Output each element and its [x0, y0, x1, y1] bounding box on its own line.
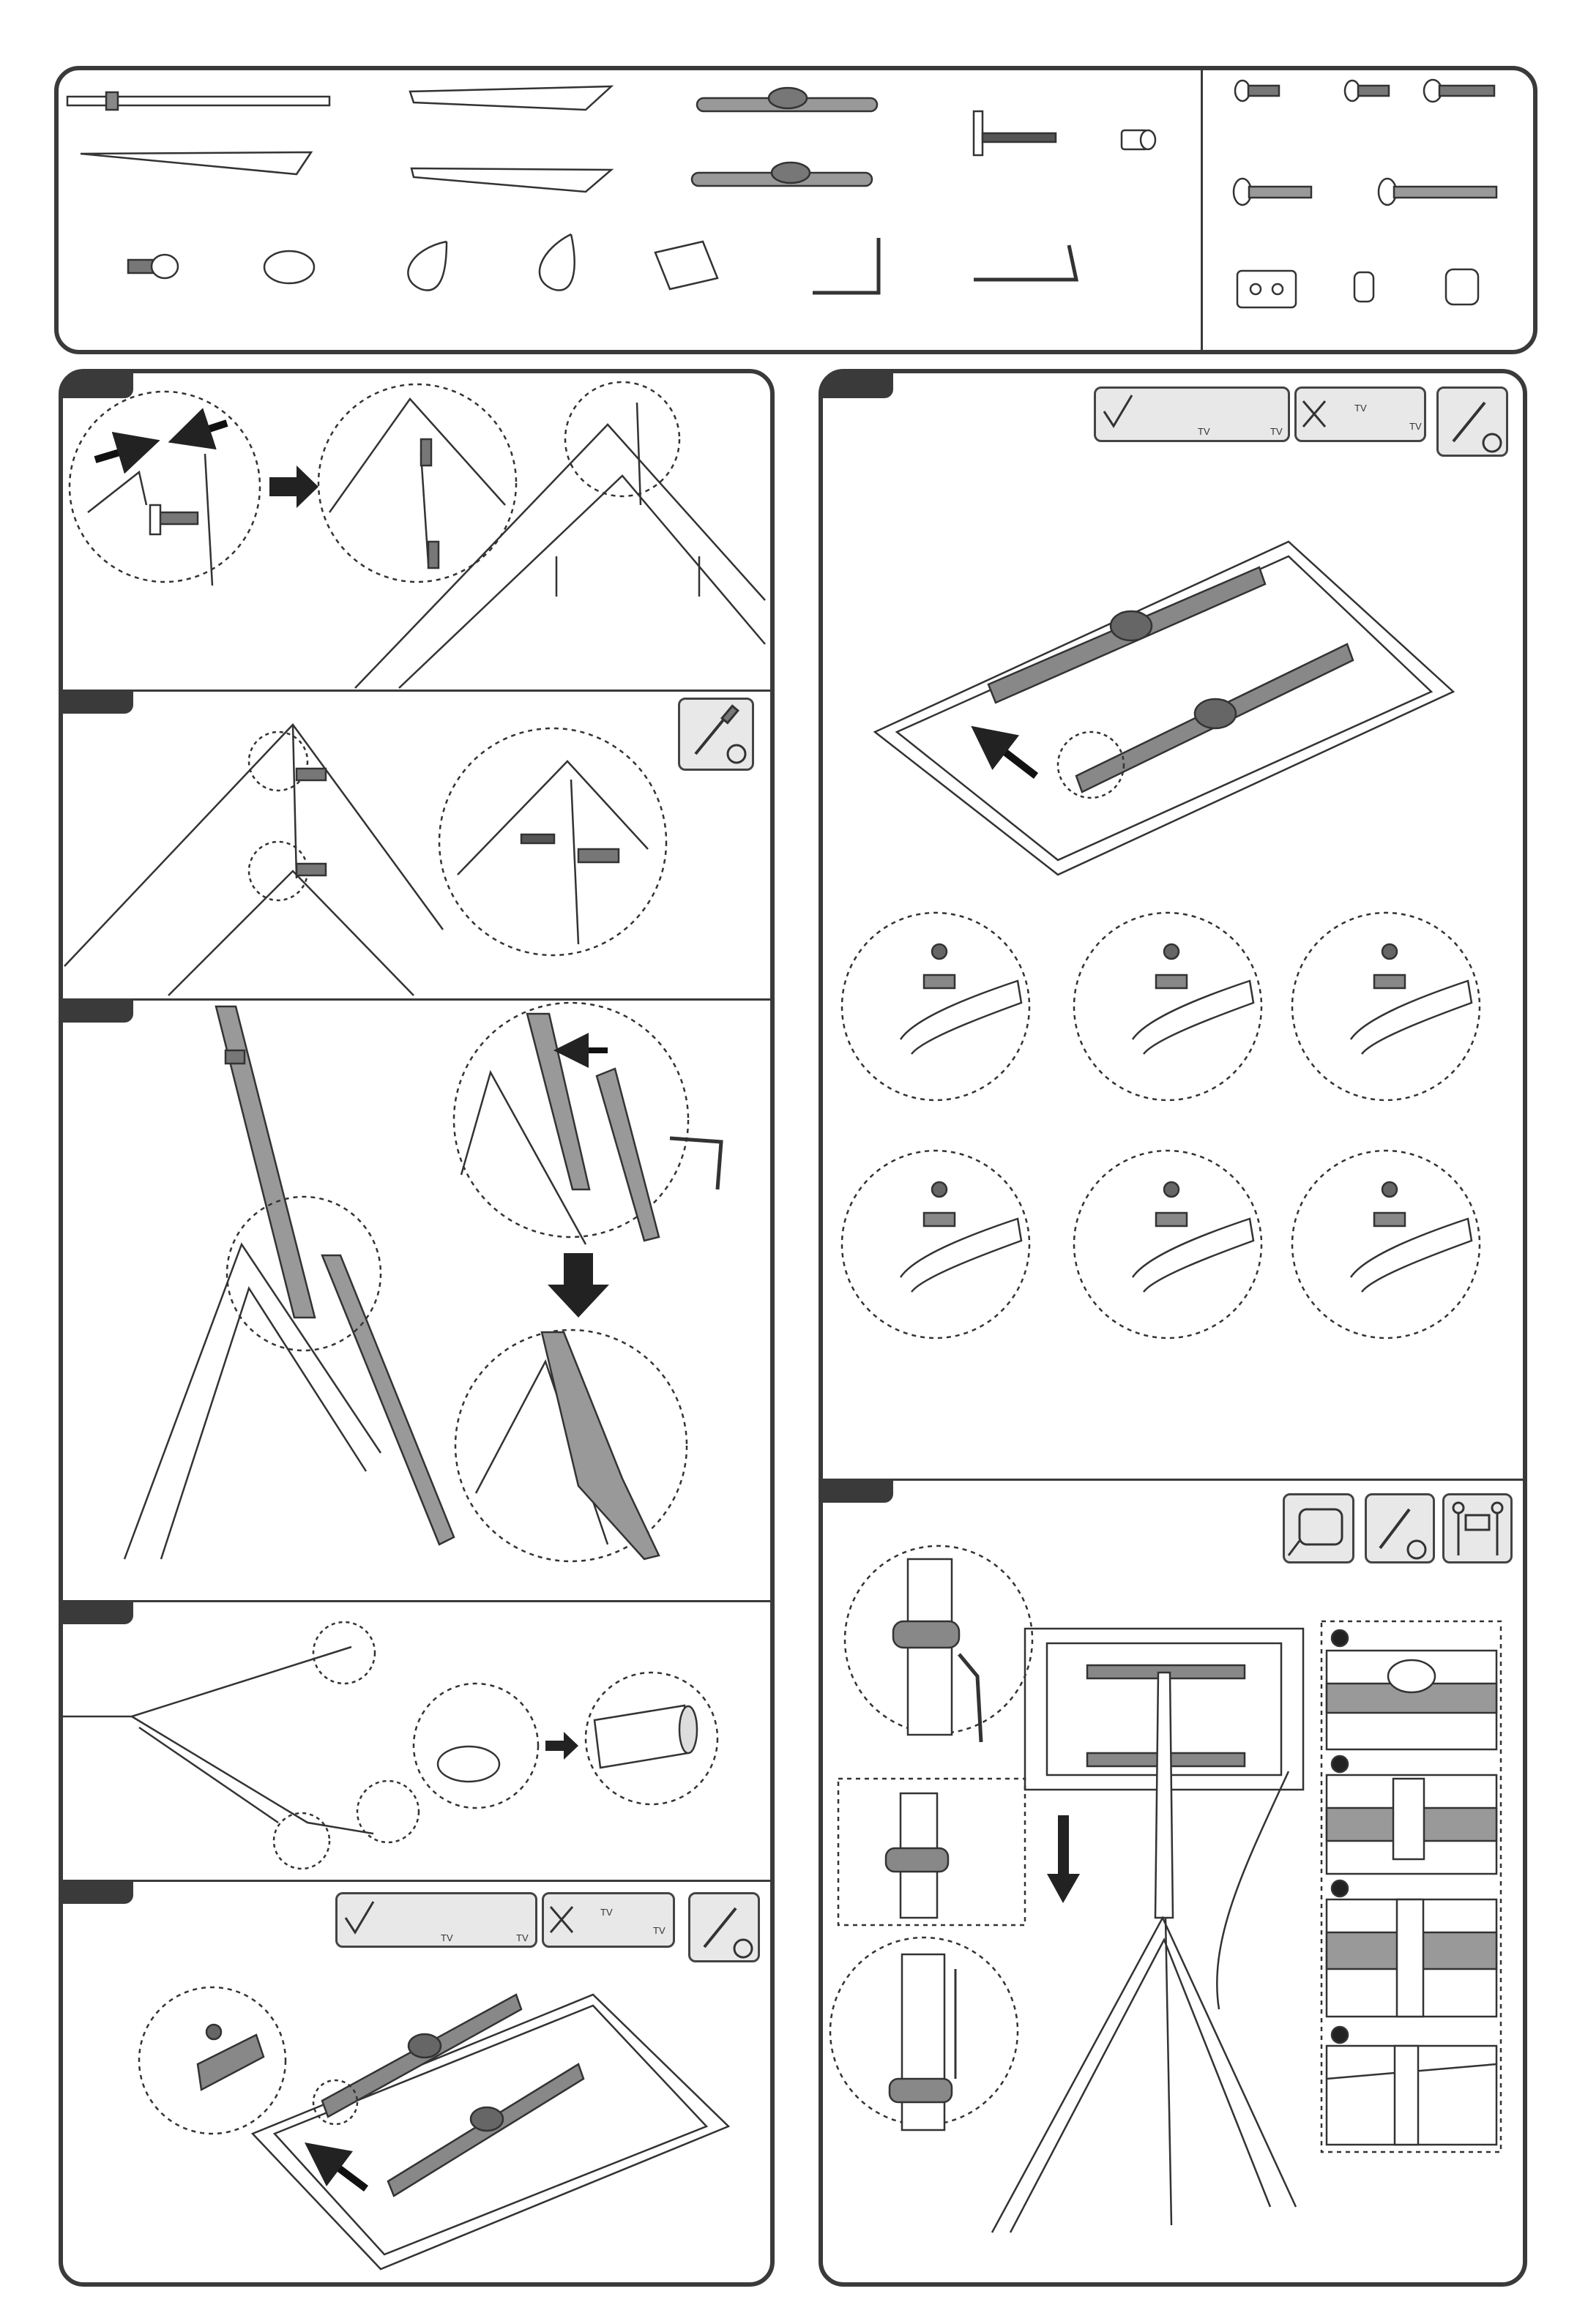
tv-tag-step-6-a: TV — [1198, 426, 1210, 437]
check-icon — [346, 1902, 373, 1932]
step-7-down-arrow — [1047, 1815, 1080, 1903]
step-1-detail-circle-a — [70, 392, 260, 582]
variant-5 — [1074, 1151, 1261, 1338]
step-4-peel-circle — [414, 1684, 538, 1808]
step-7-drawing — [830, 1546, 1501, 2233]
step-6-drawing — [875, 542, 1453, 875]
screwdriver-icon — [696, 706, 745, 763]
tv-tag-step-5-c: TV — [600, 1907, 613, 1918]
step-3-third-leg — [322, 1255, 454, 1544]
variant-6 — [1292, 1151, 1480, 1338]
step-7-substep-1 — [1327, 1630, 1496, 1749]
step-3-drawing — [124, 1003, 721, 1561]
screwdriver-icon — [1380, 1509, 1425, 1558]
step-3-down-arrow — [548, 1253, 609, 1318]
step-1-drawing — [70, 382, 765, 688]
step-7-pole — [1155, 1673, 1173, 1918]
tv-tag-step-5-b: TV — [516, 1932, 529, 1943]
variant-3 — [1292, 913, 1480, 1100]
check-icon — [1104, 395, 1132, 426]
step-6-tv-panel — [875, 542, 1453, 875]
step-1-detail-circle-c — [565, 382, 679, 496]
tape-measure-icon — [1289, 1509, 1342, 1555]
variant-4 — [842, 1151, 1029, 1338]
screwdriver-icon — [704, 1908, 752, 1957]
screwdriver-icon — [1453, 403, 1501, 452]
step-4-drawing — [63, 1622, 717, 1869]
tv-tag-step-5-a: TV — [441, 1932, 453, 1943]
step-7-substep-4 — [1327, 2027, 1496, 2145]
tv-tag-step-5-d: TV — [653, 1925, 666, 1936]
step-6-variant-grid — [842, 913, 1480, 1338]
step-2-drawing — [64, 725, 666, 995]
tv-tag-step-6-d: TV — [1409, 421, 1422, 432]
step-4-foot-circle-a — [313, 1622, 375, 1684]
tv-tag-step-6-c: TV — [1354, 403, 1367, 414]
tv-tag-step-6-b: TV — [1270, 426, 1283, 437]
step-5-drawing — [139, 1987, 728, 2269]
step-1-arrow — [269, 466, 318, 508]
step-7-substep-3 — [1327, 1880, 1496, 2017]
variant-2 — [1074, 913, 1261, 1100]
step-7-substep-2 — [1327, 1756, 1496, 1874]
step-4-foot-circle-b — [274, 1813, 329, 1869]
two-person-lift-icon — [1453, 1503, 1502, 1555]
step-4-arrow — [545, 1732, 578, 1760]
variant-1 — [842, 913, 1029, 1100]
